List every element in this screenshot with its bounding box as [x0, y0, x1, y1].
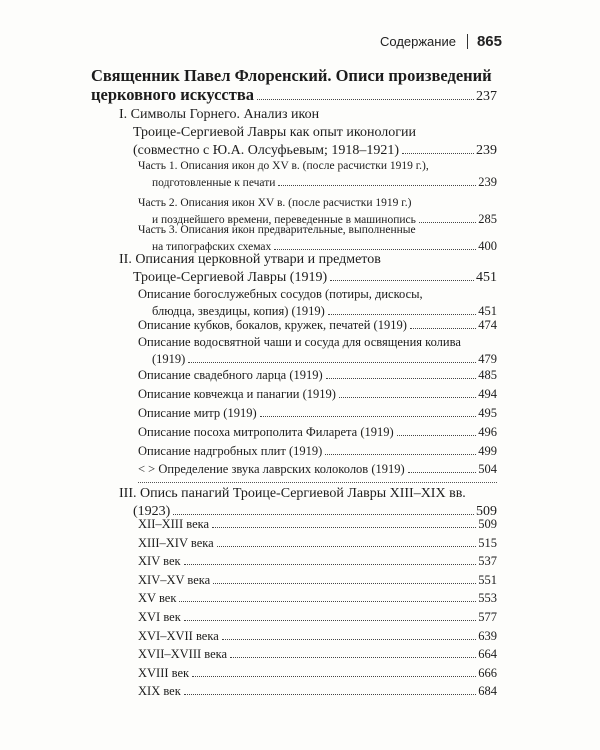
page-number: 865 [476, 33, 502, 50]
dot-leader [184, 694, 476, 695]
toc-item[interactable] [138, 535, 497, 552]
part2-line2: Троице-Сергиевой Лавры (1919) [133, 270, 328, 285]
item-line1: Описание надгробных плит (1919) [138, 444, 323, 458]
item-label: XV век [138, 591, 177, 605]
toc-part1[interactable] [119, 106, 497, 160]
part3-line1: III. Опись панагий Троице-Сергиевой Лавры XIII–XIX вв. [119, 486, 466, 501]
item-label: XIV–XV века [138, 573, 211, 587]
toc-item[interactable] [138, 628, 497, 645]
dot-leader [212, 527, 476, 528]
page-ref: 515 [478, 536, 497, 550]
toc-item[interactable] [138, 334, 497, 368]
page-ref: 639 [478, 629, 497, 643]
dot-leader [230, 657, 476, 658]
page-ref: 577 [478, 610, 497, 624]
dot-leader [325, 454, 476, 455]
part1-line3: (совместно с Ю.А. Олсуфьевым; 1918–1921) [133, 143, 400, 158]
item-label: XVI век [138, 610, 181, 624]
section-separator [138, 482, 497, 483]
dot-leader [222, 639, 476, 640]
item-line1: Описание водосвятной чаши и сосуда для освящения колива [138, 335, 461, 349]
page-ref: 400 [478, 239, 497, 253]
page-ref: 504 [478, 462, 497, 476]
toc-item[interactable] [138, 317, 497, 334]
item-label: XVIII век [138, 666, 190, 680]
page-ref: 496 [478, 425, 497, 439]
toc-main-entry[interactable] [91, 66, 497, 106]
page-ref: 479 [478, 352, 497, 366]
toc-item[interactable] [138, 424, 497, 441]
toc-item[interactable] [138, 572, 497, 589]
item-line1: Часть 2. Описания икон XV в. (после расчистки 1919 г.) [138, 197, 412, 209]
dot-leader [260, 416, 477, 417]
page-ref: 451 [478, 304, 497, 318]
toc-item[interactable] [138, 286, 497, 320]
page-ref: 239 [476, 143, 497, 158]
page-ref: 553 [478, 591, 497, 605]
dot-leader [184, 620, 476, 621]
item-line2: на типографских схемах [152, 241, 272, 253]
toc-item[interactable] [138, 461, 497, 478]
item-line2: и позднейшего времени, переведенные в машинопись [152, 214, 416, 226]
page-ref: 499 [478, 444, 497, 458]
page-ref: 494 [478, 387, 497, 401]
toc-item[interactable] [138, 646, 497, 663]
toc-item[interactable] [138, 590, 497, 607]
toc-item[interactable] [138, 665, 497, 682]
item-label: XVII–XVIII века [138, 647, 228, 661]
running-head-section: Содержание [379, 34, 456, 49]
toc-part2[interactable] [119, 251, 497, 287]
main-title-line1: Священник Павел Флоренский. Описи произведений [91, 66, 492, 85]
toc-item[interactable] [138, 405, 497, 422]
dot-leader [188, 362, 476, 363]
running-head [380, 33, 502, 50]
item-line2: (1919) [152, 352, 186, 366]
page-ref: 537 [478, 554, 497, 568]
item-line1: Описание свадебного ларца (1919) [138, 368, 323, 382]
item-line1: Часть 3. Описания икон предварительные, выполненные [138, 224, 416, 236]
page-ref: 237 [476, 89, 497, 104]
dot-leader [173, 514, 474, 515]
item-line1: Описание ковчежца и панагии (1919) [138, 387, 336, 401]
dot-leader [410, 328, 476, 329]
page-ref: 451 [476, 270, 497, 285]
page-ref: 474 [478, 318, 497, 332]
page-ref: 509 [478, 517, 497, 531]
page-ref: 485 [478, 368, 497, 382]
toc-item[interactable] [138, 683, 497, 700]
toc-item[interactable] [138, 516, 497, 533]
dot-leader [397, 435, 477, 436]
dot-leader [326, 378, 477, 379]
dot-leader [408, 472, 477, 473]
part1-line1: I. Символы Горнего. Анализ икон [119, 107, 320, 122]
dot-leader [192, 676, 476, 677]
item-label: XIII–XIV века [138, 536, 214, 550]
dot-leader [278, 185, 476, 186]
page-ref: 684 [478, 684, 497, 698]
item-label: XIV век [138, 554, 181, 568]
item-label: XII–XIII века [138, 517, 210, 531]
dot-leader [339, 397, 476, 398]
dot-leader [179, 601, 476, 602]
item-line1: < > Определение звука лаврских колоколов (1919) [138, 462, 405, 476]
item-line2: подготовленные к печати [152, 177, 276, 189]
running-head-divider [467, 34, 468, 49]
page-ref: 551 [478, 573, 497, 587]
dot-leader [402, 153, 474, 154]
main-title-line2: церковного искусства [91, 85, 255, 104]
page-ref: 285 [478, 212, 497, 226]
page-ref: 239 [478, 175, 497, 189]
item-line1: Описание кубков, бокалов, кружек, печатей (1919) [138, 318, 407, 332]
toc-item[interactable] [138, 386, 497, 403]
toc-item[interactable] [138, 443, 497, 460]
toc-item[interactable] [138, 609, 497, 626]
toc-item[interactable] [138, 367, 497, 384]
page-ref: 509 [476, 504, 497, 519]
dot-leader [274, 249, 476, 250]
item-line1: Описание посоха митрополита Филарета (1919) [138, 425, 394, 439]
item-line1: Описание митр (1919) [138, 406, 257, 420]
dot-leader [184, 564, 477, 565]
item-line2: блюдца, звездицы, копия) (1919) [152, 304, 325, 318]
item-line1: Описание богослужебных сосудов (потиры, дискосы, [138, 287, 423, 301]
part3-line2: (1923) [133, 504, 171, 519]
dot-leader [330, 280, 474, 281]
page-ref: 666 [478, 666, 497, 680]
item-label: XIX век [138, 684, 181, 698]
dot-leader [217, 546, 477, 547]
dot-leader [213, 583, 476, 584]
dot-leader [257, 99, 474, 100]
page-ref: 664 [478, 647, 497, 661]
toc-item[interactable] [138, 553, 497, 570]
item-line1: Часть 1. Описания икон до XV в. (после расчистки 1919 г.), [138, 160, 429, 172]
toc-item[interactable] [138, 158, 497, 191]
item-label: XVI–XVII века [138, 629, 219, 643]
part2-line1: II. Описания церковной утвари и предметов [119, 252, 381, 267]
part1-line2: Троице-Сергиевой Лавры как опыт иконологии [133, 125, 417, 140]
page-ref: 495 [478, 406, 497, 420]
dot-leader [328, 314, 476, 315]
